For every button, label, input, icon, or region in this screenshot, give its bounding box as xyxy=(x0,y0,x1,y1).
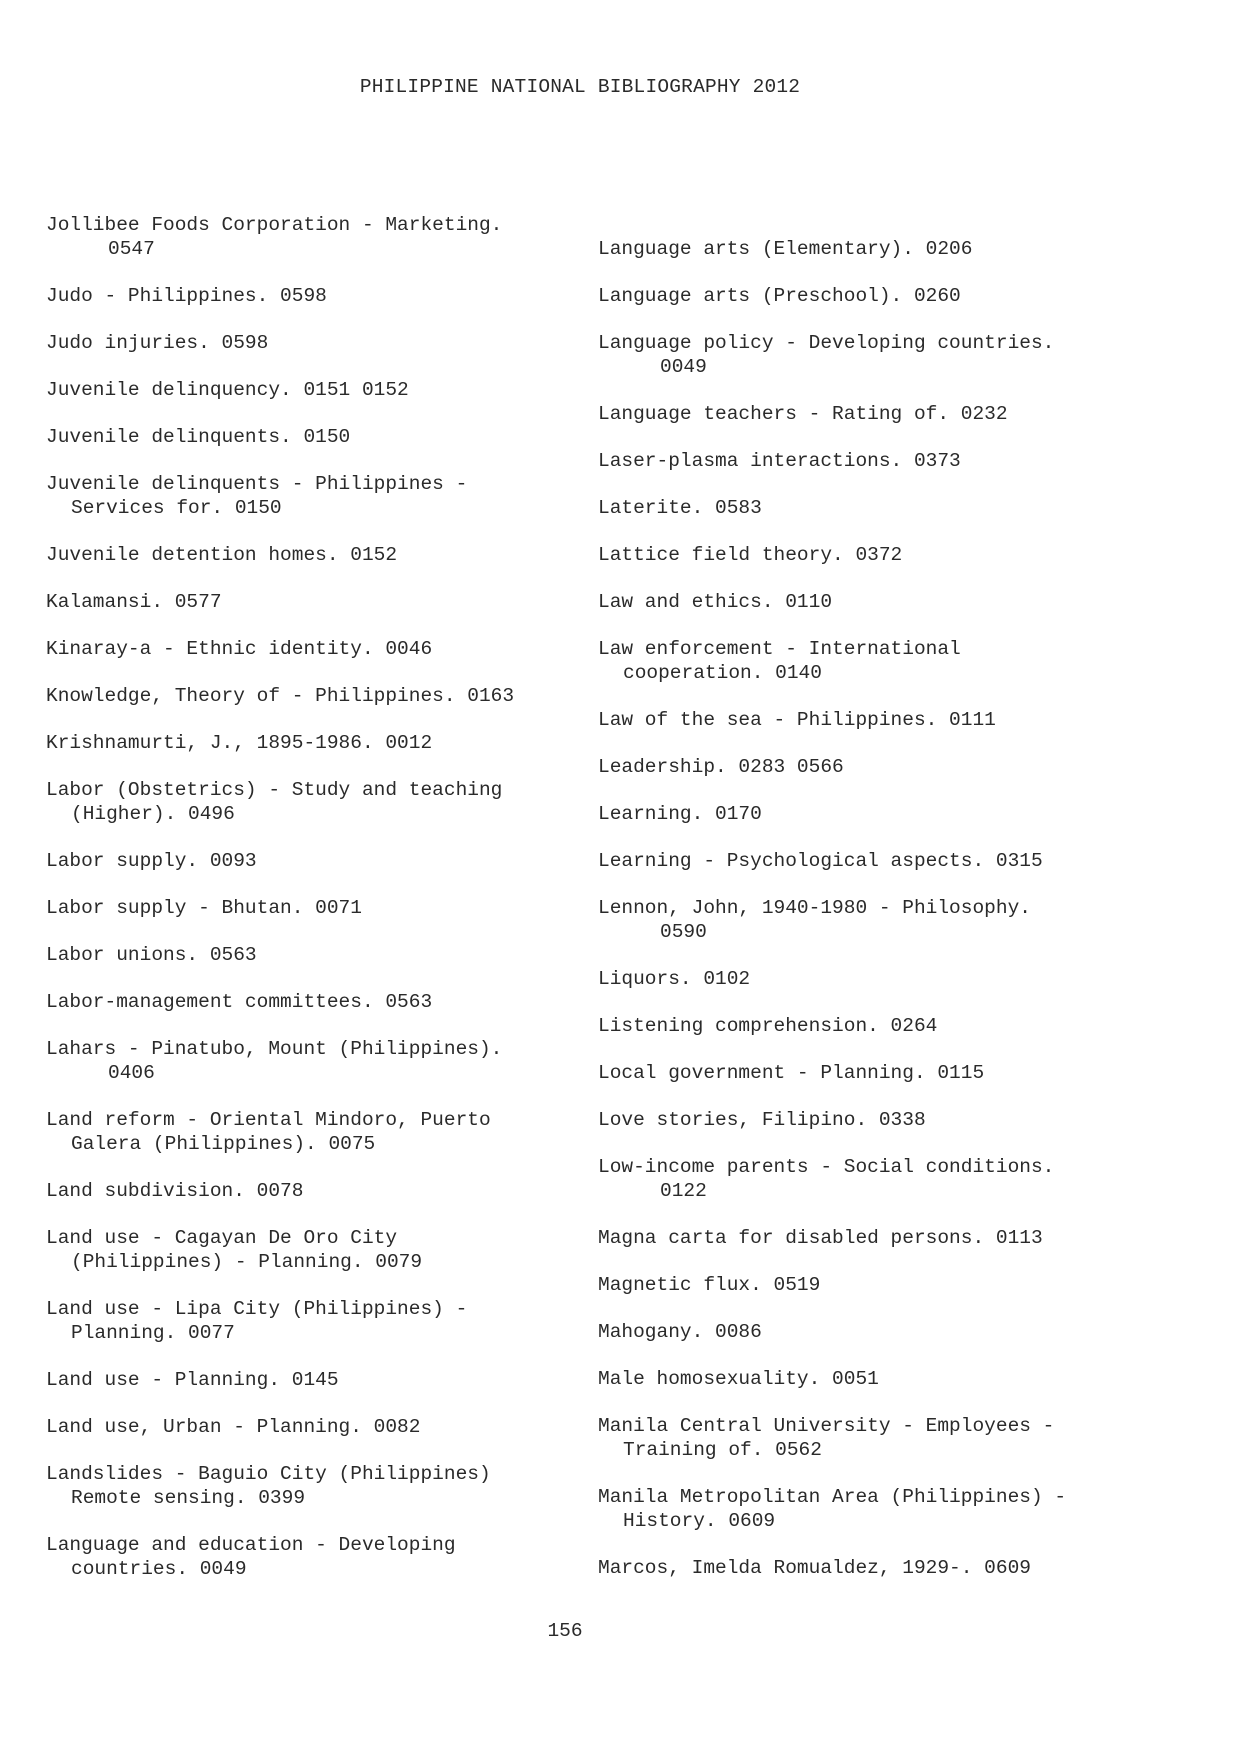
index-entry xyxy=(46,1462,606,1510)
index-entry xyxy=(598,1273,1158,1297)
index-entry-heading: Manila Metropolitan Area (Philippines) - xyxy=(598,1486,1067,1508)
index-entry-heading: Labor-management committees. 0563 xyxy=(46,991,433,1013)
index-entry xyxy=(46,778,606,826)
index-entry-continuation: 0547 xyxy=(108,238,155,260)
index-entry-heading: Language policy - Developing countries. xyxy=(598,332,1055,354)
index-entry-heading: Land subdivision. 0078 xyxy=(46,1180,304,1202)
index-entry xyxy=(46,896,606,920)
index-entry-heading: Knowledge, Theory of - Philippines. 0163 xyxy=(46,685,515,707)
index-entry-continuation: (Higher). 0496 xyxy=(71,803,235,825)
index-entry xyxy=(598,402,1158,426)
index-entry xyxy=(46,1226,606,1274)
index-entry xyxy=(46,284,606,308)
index-entry xyxy=(598,1014,1158,1038)
index-entry-continuation: Training of. 0562 xyxy=(623,1439,822,1461)
index-entry-heading: Listening comprehension. 0264 xyxy=(598,1015,938,1037)
index-entry xyxy=(46,731,606,755)
index-entry-heading: Laser-plasma interactions. 0373 xyxy=(598,450,961,472)
index-entry-continuation: countries. 0049 xyxy=(71,1558,247,1580)
index-entry xyxy=(46,1368,606,1392)
index-entry-continuation: 0406 xyxy=(108,1062,155,1084)
index-entry-heading: Lahars - Pinatubo, Mount (Philippines). xyxy=(46,1038,503,1060)
index-entry xyxy=(46,1415,606,1439)
index-entry xyxy=(46,472,606,520)
index-entry-heading: Juvenile delinquency. 0151 0152 xyxy=(46,379,409,401)
index-entry xyxy=(598,543,1158,567)
index-entry-heading: Lennon, John, 1940-1980 - Philosophy. xyxy=(598,897,1031,919)
index-entry-heading: Love stories, Filipino. 0338 xyxy=(598,1109,926,1131)
index-entry-heading: Learning - Psychological aspects. 0315 xyxy=(598,850,1043,872)
index-entry xyxy=(46,849,606,873)
index-entry-continuation: cooperation. 0140 xyxy=(623,662,822,684)
index-entry xyxy=(46,1297,606,1345)
index-entry-continuation: Remote sensing. 0399 xyxy=(71,1487,306,1509)
index-entry-heading: Laterite. 0583 xyxy=(598,497,762,519)
index-entry-heading: Kinaray-a - Ethnic identity. 0046 xyxy=(46,638,433,660)
index-entry xyxy=(598,1556,1158,1580)
index-entry xyxy=(46,590,606,614)
index-entry-heading: Male homosexuality. 0051 xyxy=(598,1368,879,1390)
index-entry-heading: Language arts (Preschool). 0260 xyxy=(598,285,961,307)
index-entry-heading: Manila Central University - Employees - xyxy=(598,1415,1055,1437)
index-entry-heading: Magnetic flux. 0519 xyxy=(598,1274,821,1296)
index-entry-heading: Land use, Urban - Planning. 0082 xyxy=(46,1416,421,1438)
index-entry-heading: Krishnamurti, J., 1895-1986. 0012 xyxy=(46,732,433,754)
index-entry-continuation: Planning. 0077 xyxy=(71,1322,235,1344)
page-header: PHILIPPINE NATIONAL BIBLIOGRAPHY 2012 xyxy=(359,76,801,98)
index-entry xyxy=(598,637,1158,685)
index-entry xyxy=(598,1226,1158,1250)
index-entry-continuation: 0049 xyxy=(660,356,707,378)
index-entry xyxy=(598,755,1158,779)
index-entry-heading: Language teachers - Rating of. 0232 xyxy=(598,403,1008,425)
index-entry-heading: Liquors. 0102 xyxy=(598,968,751,990)
index-entry xyxy=(46,943,606,967)
index-entry-continuation: Services for. 0150 xyxy=(71,497,282,519)
index-entry xyxy=(598,1485,1158,1533)
index-entry xyxy=(46,331,606,355)
index-entry-heading: Judo - Philippines. 0598 xyxy=(46,285,327,307)
index-entry-heading: Law of the sea - Philippines. 0111 xyxy=(598,709,996,731)
index-entry-heading: Jollibee Foods Corporation - Marketing. xyxy=(46,214,503,236)
index-entry-heading: Kalamansi. 0577 xyxy=(46,591,222,613)
index-entry xyxy=(598,590,1158,614)
index-entry-heading: Juvenile detention homes. 0152 xyxy=(46,544,398,566)
index-entry-heading: Lattice field theory. 0372 xyxy=(598,544,903,566)
index-entry xyxy=(598,967,1158,991)
index-entry-heading: Land use - Cagayan De Oro City xyxy=(46,1227,398,1249)
index-entry-heading: Low-income parents - Social conditions. xyxy=(598,1156,1055,1178)
index-entry-heading: Labor supply - Bhutan. 0071 xyxy=(46,897,362,919)
index-entry xyxy=(46,637,606,661)
index-entry xyxy=(598,896,1158,944)
index-entry xyxy=(46,213,606,261)
index-entry-heading: Magna carta for disabled persons. 0113 xyxy=(598,1227,1043,1249)
index-entry-heading: Labor supply. 0093 xyxy=(46,850,257,872)
index-entry-heading: Language arts (Elementary). 0206 xyxy=(598,238,973,260)
page-number: 156 xyxy=(547,1620,583,1642)
index-entry-heading: Language and education - Developing xyxy=(46,1534,456,1556)
index-entry-heading: Juvenile delinquents - Philippines - xyxy=(46,473,468,495)
index-entry xyxy=(598,1108,1158,1132)
index-entry-continuation: 0122 xyxy=(660,1180,707,1202)
index-entry xyxy=(46,543,606,567)
index-entry-heading: Juvenile delinquents. 0150 xyxy=(46,426,351,448)
index-entry-heading: Local government - Planning. 0115 xyxy=(598,1062,985,1084)
index-entry-heading: Labor unions. 0563 xyxy=(46,944,257,966)
index-entry xyxy=(46,1179,606,1203)
index-entry xyxy=(46,1533,606,1581)
index-entry-heading: Mahogany. 0086 xyxy=(598,1321,762,1343)
index-entry xyxy=(598,1367,1158,1391)
index-entry xyxy=(598,802,1158,826)
index-entry-heading: Marcos, Imelda Romualdez, 1929-. 0609 xyxy=(598,1557,1031,1579)
index-entry-heading: Law and ethics. 0110 xyxy=(598,591,833,613)
index-entry xyxy=(46,990,606,1014)
index-entry-heading: Judo injuries. 0598 xyxy=(46,332,269,354)
index-entry xyxy=(598,331,1158,379)
index-entry-continuation: Galera (Philippines). 0075 xyxy=(71,1133,376,1155)
index-entry xyxy=(598,708,1158,732)
index-entry xyxy=(46,1108,606,1156)
index-entry xyxy=(598,284,1158,308)
index-entry xyxy=(598,449,1158,473)
index-entry-continuation: (Philippines) - Planning. 0079 xyxy=(71,1251,423,1273)
index-entry-heading: Land use - Lipa City (Philippines) - xyxy=(46,1298,468,1320)
index-entry xyxy=(598,496,1158,520)
index-entry xyxy=(598,1320,1158,1344)
index-entry-heading: Leadership. 0283 0566 xyxy=(598,756,844,778)
index-entry xyxy=(46,684,606,708)
index-entry-heading: Law enforcement - International xyxy=(598,638,961,660)
index-entry xyxy=(598,237,1158,261)
index-entry-heading: Land use - Planning. 0145 xyxy=(46,1369,339,1391)
index-entry-heading: Landslides - Baguio City (Philippines) xyxy=(46,1463,491,1485)
index-entry xyxy=(598,849,1158,873)
index-entry xyxy=(46,378,606,402)
index-entry xyxy=(598,1061,1158,1085)
index-entry-continuation: 0590 xyxy=(660,921,707,943)
index-entry-heading: Labor (Obstetrics) - Study and teaching xyxy=(46,779,503,801)
index-entry xyxy=(598,1414,1158,1462)
index-entry xyxy=(46,1037,606,1085)
index-entry-continuation: History. 0609 xyxy=(623,1510,776,1532)
index-entry-heading: Learning. 0170 xyxy=(598,803,762,825)
index-entry xyxy=(598,1155,1158,1203)
index-entry-heading: Land reform - Oriental Mindoro, Puerto xyxy=(46,1109,491,1131)
index-entry xyxy=(46,425,606,449)
